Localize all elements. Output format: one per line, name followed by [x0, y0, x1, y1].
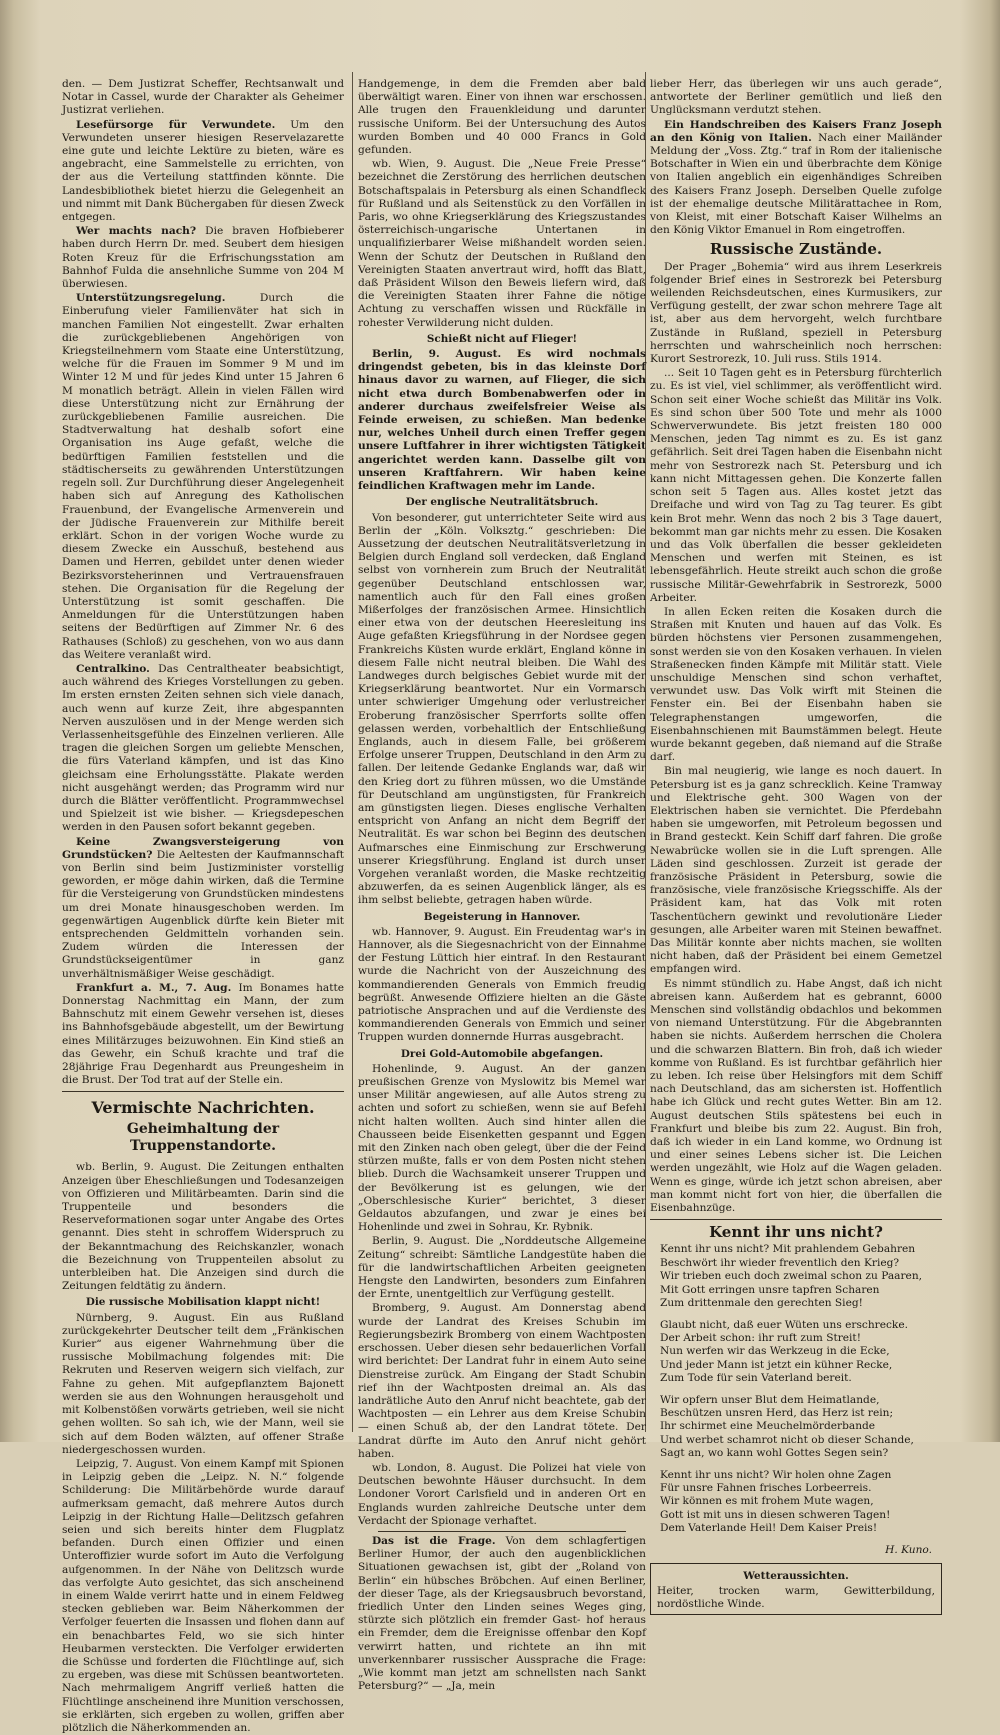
article-headline: Lesefürsorge für Verwundete. [76, 118, 276, 131]
section-title: Vermischte Nachrichten. [91, 1098, 315, 1118]
article-headline: Unterstützungsregelung. [76, 292, 226, 305]
section-divider [650, 1219, 942, 1220]
article-text: Handgemenge, in dem die Fremden aber bald überwältigt waren. Einer von ihnen war erschossen. Alle trugen den Frauenkleidung und darunter russische Uniform. Bei der Untersuchung des Autos wurden Bomben und 40 000 Francs in Gold gefunden. [358, 78, 646, 157]
article-text: Nürnberg, 9. August. Ein aus Rußland zurückgekehrter Deutscher teilt dem „Fränkischen Kurier“ aus eigener Wahrnehmung über die russische Mobilmachung folgendes mit: Die Rekruten und Reserven weigern sich vielfach, zur Fahne zu gehen. Mit aufgepflanztem Bajonett werden sie aus den Wohnungen herausgeholt und mit Kolbenstößen vorwärts getrieben, weil sie nicht gehen wollten. So sah ich, wie der Mann, weil sie sich auf dem Boden wälzten, auf offener Straße niedergeschossen wurden. [62, 1311, 344, 1456]
article-text: lieber Herr, das überlegen wir uns auch gerade“, antwortete der Berliner gemütlich und ließ den Unglücksmann verdutzt stehen. [650, 78, 942, 117]
article [62, 663, 344, 835]
poem-line: Nun werfen wir das Werkzeug in die Ecke, [660, 1345, 890, 1358]
column-middle [358, 78, 647, 1693]
article-headline: Das ist die Frage. [372, 1534, 496, 1547]
poem-line: Kennt ihr uns nicht? Mit prahlendem Gebahren [660, 1243, 916, 1256]
article-text: Durch die Einberufung vieler Familienväter hat sich in manchen Familien Not eingestellt. Zwar erhalten die zurückgebliebenen Angehörigen von Kriegsteilnehmern vom Staate eine Unterstützung, welche für die Frauen im Sommer 9 M und im Winter 12 M und für jedes Kind unter 15 Jahren 6 M monatlich beträgt. Allein in vielen Fällen wird diese Unterstützung nicht zur Ernährung der zurückgebliebenen Familie ausreichen. Die Stadtverwaltung hat deshalb sofort eine Organisation ins Auge gefaßt, welche die bedürftigen Familien feststellen und die städtischerseits zu gewährenden Unterstützungen regeln soll. Zur Durchführung dieser Angelegenheit haben sich auf Anregung des Katholischen Frauenbund, der Evangelische Armenverein und der Jüdische Frauenverein zur Mithilfe bereit erklärt. Schon in der vorigen Woche wurde zu diesem Zwecke ein Ausschuß, bestehend aus Damen und Herren, gebildet unter denen wieder Bezirksvorsteherinnen und Vertrauensfrauen stehen. Die Organisation für die Regelung der Unterstützung ist somit geschaffen. Die Anmeldungen für die Unterstützungen haben seitens der Bedürftigen auf Zimmer Nr. 6 des Rathauses (Schloß) zu geschehen, von wo aus dann das Weitere veranlaßt wird. [62, 292, 344, 661]
article-text: Bromberg, 9. August. Am Donnerstag abend wurde der Landrat des Kreises Schubin im Regierungsbezirk Bromberg von einem Wachtposten erschossen. Ueber diesen sehr bedauerlichen Vorfall wird berichtet: Der Landrat fuhr in einem Auto seine Dienstreise zurück. Am Eingang der Stadt Schubin rief ihn der Wachtposten dreimal an. Als das landrätliche Auto den Anruf nicht beachtete, gab der Wachtposten — ein Lehrer aus dem Kreise Schubin — einen Schuß ab, der den Landrat tötete. Der Landrat dürfte im Auto den Anruf nicht gehört haben. [358, 1302, 646, 1460]
article-text: Das Centraltheater beabsichtigt, auch während des Krieges Vorstellungen zu geben. Im ersten ernsten Zeiten sehnen sich viele danach, auch wenn auf kurze Zeit, ihre abgespannten Nerven auszulösen und in der Menge werden sich Verlassenheitsgefühle des Einzelnen verlieren. Alle tragen die gleichen Sorgen um geliebte Menschen, die fürs Vaterland kämpfen, und ist das Kino gleichsam eine Erholungsstätte. Plakate werden nicht ausgehängt werden; das Programm wird nur durch die Blätter veröffentlicht. Programmwechsel und Spielzeit ist wie bisher. — Kriegsdepeschen werden in den Pausen sofort bekannt gegeben. [62, 662, 344, 834]
article-headline: Drei Gold-Automobile abgefangen. [400, 1047, 604, 1060]
article-headline: Frankfurt a. M., 7. Aug. [76, 981, 232, 994]
weather-box [650, 1563, 942, 1616]
weather-title: Wetteraussichten. [743, 1569, 849, 1582]
article-text: Bin mal neugierig, wie lange es noch dauert. In Petersburg ist es ja ganz schrecklich. Keine Tramway und Elektrische geht. 300 Wagen von der Elektrischen haben sie vernichtet. Die Pferdebahn haben sie umgeworfen, mit Petroleum begossen und in Brand gesteckt. Kein Schiff darf fahren. Die große Newabrücke wollen sie in die Luft sprengen. Alle Läden sind geschlossen. Zurzeit ist gerade der französische Präsident in Petersburg, sowie die französische, viele französische Kriegsschiffe. Als der Präsident kam, hat das Volk mit roten Taschentüchern gewinkt und revolutionäre Lieder gesungen, alle Arbeiter waren mit Steinen bewaffnet. Das Militär konnte aber nichts machen, sie wollten nicht haben, daß der Präsident bei einem Gemetzel empfangen wird. [650, 765, 942, 976]
poem-line: Und jeder Mann ist jetzt ein kühner Recke, [660, 1358, 893, 1371]
poem-line: Mit Gott erringen unsre tapfren Scharen [660, 1283, 880, 1296]
poem-line: Sagt an, wo kann wohl Gottes Segen sein? [660, 1447, 889, 1460]
article-text: wb. Hannover, 9. August. Ein Freudentag war's in Hannover, als die Siegesnachricht von der Einnahme der Festung Lüttich hier eintraf. In den Restaurant wurde die Nachricht von der Auszeichnung des kommandierenden Generals von Emmich freudig begrüßt. Anwesende Offiziere hielten an die Gäste patriotische Ansprachen und auf die Verdienste des kommandierenden Generals von Emmich und seiner Truppen wurden donnernde Hurras ausgebracht. [358, 925, 646, 1044]
article-text: Um den Verwundeten unserer hiesigen Reservelazarette eine gute und leichte Lektüre zu bieten, wäre es angebracht, eine Sammelstelle zu errichten, von der aus die Verteilung stattfinden könnte. Die Landesbibliothek bietet hierzu die Gelegenheit an und nimmt mit Dank Büchergaben für diesen Zweck entgegen. [62, 118, 344, 224]
column-right [650, 78, 942, 1611]
poem-line: Und werbet schamrot nicht ob dieser Schande, [660, 1433, 914, 1446]
poem-title: Kennt ihr uns nicht? [709, 1223, 883, 1242]
article-headline: Der englische Neutralitätsbruch. [405, 496, 599, 509]
article [62, 836, 344, 981]
poem-line: Beschützen unsren Herd, das Herz ist rein; [660, 1406, 894, 1419]
article [650, 119, 942, 238]
column-rule [352, 72, 353, 1432]
article-headline: Ein Handschreiben des Kaisers Franz Joseph an den König von Italien. [650, 118, 942, 144]
poem-line: Wir können es mit frohem Mute wagen, [660, 1495, 874, 1508]
article-text: wb. Wien, 9. August. Die „Neue Freie Presse“ bezeichnet die Zerstörung des herrlichen deutschen Botschaftspalais in Petersburg als einen Schandfleck für Rußland und als Seitenstück zu den Vorfällen in Paris, wo ohne Kriegserklärung des Kriegszustandes österreichisch-ungarische Untertanen in unqualifizierbarer Weise mißhandelt worden seien. Wenn der Schutz der Deutschen in Rußland den Vereinigten Staaten anvertraut wird, hofft das Blatt, daß Präsident Wilson den Beweis liefern wird, daß die Vereinigten Staaten ihrer Fahne die nötige Achtung zu verschaffen wissen und Rückfälle in rohester Verwilderung nicht dulden. [358, 158, 646, 329]
article-text: Berlin, 9. August. Es wird nochmals dringendst gebeten, bis in das kleinste Dorf hinaus davor zu warnen, auf Flieger, die sich nicht etwa durch Bombenabwerfen oder in anderer durchaus zweifelsfreier Weise als Feinde erweisen, zu schießen. Man bedenke nur, welches Unheil durch einen Treffer gegen unsere Luftfahrer in ihrer wichtigsten Tätigkeit angerichtet werden kann. Dasselbe gilt von unseren Kraftfahrern. Wir haben keine feindlichen Kraftwagen mehr im Lande. [358, 348, 646, 493]
section-divider [378, 1531, 626, 1532]
article-headline: Begeisterung in Hannover. [423, 910, 581, 923]
article-text: Im Bonames hatte Donnerstag Nachmittag ein Mann, der zum Bahnschutz mit einem Gewehr versehen ist, dieses ins Bahnhofsgebäude abgestellt, um der Bewirtung eines Militärzuges beizuwohnen. Ein Kind stieß an das Gewehr, ein Schuß krachte und traf die 28jährige Frau Degenhardt aus Preungesheim in die Brust. Der Tod trat auf der Stelle ein. [62, 981, 344, 1087]
poem-line: Gott ist mit uns in diesen schweren Tagen! [660, 1508, 891, 1521]
poem-stanza [660, 1243, 942, 1310]
poem-line: Glaubt nicht, daß euer Wüten uns erschrecke. [660, 1318, 908, 1331]
article-text: Es nimmt stündlich zu. Habe Angst, daß ich nicht abreisen kann. Außerdem hat es gebrannt, 6000 Menschen sind vollständig obdachlos und bekommen von niemand Unterstützung. Für die Abgebrannten haben sie nichts. Außerdem herrschen die Cholera und die schwarzen Blattern. Bin froh, daß ich wieder komme von Rußland. Es ist furchtbar gefährlich hier zu leben. Ich reise über Helsingfors mit dem Schiff nach Deutschland, das am sichersten ist. Hoffentlich habe ich Glück und recht gutes Wetter. Bin am 12. August deutschen Stils spätestens bei euch in Frankfurt und bleibe bis zum 22. August. Bin froh, daß ich wieder in ein Land komme, wo Ordnung ist und einer seines Lebens sicher ist. Die Leichen werden ungezählt, wie Holz auf die Wagen geladen. Wenn es ginge, würde ich jetzt schon abreisen, aber man kommt nicht fort von hier, die überfallen die Eisenbahnzüge. [650, 977, 942, 1215]
poem-line: Wir opfern unser Blut dem Heimatlande, [660, 1393, 880, 1406]
poem-line: Beschwört ihr wieder freventlich den Krieg? [660, 1256, 900, 1269]
column-left [62, 78, 344, 1734]
article [62, 119, 344, 225]
article-headline: Wer machts nach? [76, 225, 197, 238]
poem-stanza [660, 1469, 942, 1536]
article-text: Von dem schlagfertigen Berliner Humor, der auch den augenblicklichen Situationen gewachsen ist, gibt der „Roland von Berlin“ ein hübsches Bröbchen. Auf einen Berliner, der dieser Tage, als der Kriegsausbruch bevorstand, friedlich Unter den Linden seines Weges ging, stürzte sich plötzlich ein fremder Gast- hof heraus ein Fremder, dem die Ereignisse offenbar den Kopf verwirrt hatten, und richtete an ihn mit unverkennbarer russischer Aussprache die Frage: „Wie kommt man jetzt am schnellsten nach Sankt Petersburg?“ — „Ja, mein [358, 1534, 647, 1693]
article-text: Die Aeltesten der Kaufmannschaft von Berlin sind beim Justizminister vorstellig geworden, er möge dahin wirken, daß die Termine für die Versteigerung von Grundstücken mindestens um drei Monate hinausgeschoben werden. Im gegenwärtigen Augenblick dürfte kein Bieter mit entsprechenden Geldmitteln vorhanden sein. Zudem würden die Interessen der Grundstückseigentümer in ganz unverhältnismäßiger Weise geschädigt. [62, 848, 344, 980]
article [62, 292, 344, 662]
poem-line: Für unsre Fahnen frisches Lorbeerreis. [660, 1481, 872, 1494]
poem-stanza [660, 1394, 942, 1461]
article-headline: Die russische Mobilisation klappt nicht! [85, 1296, 321, 1309]
article-text: Hohenlinde, 9. August. An der ganzen preußischen Grenze von Myslowitz bis Memel war unser Militär angewiesen, auf alle Autos streng zu achten und sofort zu schießen, wenn sie auf Befehl nicht halten wollten. Auch sind hinter allen die Chausseen beide Eisenketten gespannt und Eggen mit den Zinken nach oben gelegt, über die der Feind stürzen mußte, falls er von dem Posten nicht stehen blieb. Durch die Wachsamkeit unserer Truppen und der Bevölkerung ist es gelungen, wie der „Oberschlesische Kurier“ berichtet, 3 dieser Geldautos abzufangen, und zwar je eines bei Hohenlinde und zwei in Sohrau, Kr. Rybnik. [358, 1062, 646, 1234]
article-text: In allen Ecken reiten die Kosaken durch die Straßen mit Knuten und hauen auf das Volk. Es bürden höchstens vier Personen zusammengehen, sonst werden sie von den Kosaken verhauen. In vielen Straßenecken finden Kämpfe mit Militär statt. Viele unschuldige Menschen sind schon verhaftet, verwundet usw. Das Volk wirft mit Steinen die Fenster ein. Bei der Eisenbahn haben sie Telegraphenstangen umgeworfen, die Eisenbahnschienen mit Baumstämmen belegt. Heute wurde bekannt gegeben, daß niemand auf die Straße darf. [650, 605, 942, 764]
poem-line: Wir trieben euch doch zweimal schon zu Paaren, [660, 1270, 923, 1283]
poem-author: H. Kuno. [885, 1543, 932, 1556]
article-text: Der Prager „Bohemia“ wird aus ihrem Leserkreis folgender Brief eines in Sestrorezk bei Petersburg weilenden Reichsdeutschen, eines Kurmusikers, zur Verfügung gestellt, der zwar schon mehrere Tage alt ist, aber aus dem hervorgeht, welch furchtbare Zustände in Rußland, speziell in Petersburg herrschten und wahrscheinlich noch herrschen: Kurort Sestrorezk, 10. Juli russ. Stils 1914. [650, 260, 942, 366]
poem-line: Dem Vaterlande Heil! Dem Kaiser Preis! [660, 1522, 878, 1535]
article-text: wb. Berlin, 9. August. Die Zeitungen enthalten Anzeigen über Eheschließungen und Todesanzeigen von Offizieren und Militärbeamten. Darin sind die Truppenteile und besonders die Reserveformationen sogar unter Angabe des Ortes genannt. Dies steht in schroffem Widerspruch zu der Bekanntmachung des Reichskanzler, wonach die Bezeichnung von Truppenteilen absolut zu unterbleiben hat. Die Anzeigen sind durch die Zeitungen feldtätig zu ändern. [62, 1161, 344, 1293]
article-headline: Centralkino. [76, 662, 150, 675]
article [358, 1535, 646, 1693]
article-text: Nach einer Mailänder Meldung der „Voss. Ztg.“ traf in Rom der italienische Botschafter in Wien ein und überbrachte dem Könige von Italien angeblich ein eigenhändiges Schreiben des Kaisers Franz Joseph. Derselben Quelle zufolge ist der ehemalige deutsche Militärattachee in Rom, von Kleist, mit einer Botschaft Kaiser Wilhelms an den König Viktor Emanuel in Rom eingetroffen. [650, 131, 942, 237]
article-headline: Keine Zwangsversteigerung von Grundstücken? [62, 835, 344, 861]
article-text: Leipzig, 7. August. Von einem Kampf mit Spionen in Leipzig geben die „Leipz. N. N.“ folgende Schilderung: Die Militärbehörde wurde darauf aufmerksam gemacht, daß mehrere Autos durch Leipzig in der Richtung Halle—Delitzsch gefahren seien und sich bereits hinter dem Flugplatz befanden. Durch einen Offizier und einen Unteroffizier wurde sofort im Auto die Verfolgung aufgenommen. In der Nähe von Delitzsch wurde das verfolgte Auto gesichtet, das sich anscheinend in einem Walde verirrt hatte und in einem Feldweg stecken geblieben war. Beim Näherkommen der Verfolger feuerten die Insassen und flohen dann auf ein benachbartes Feld, wo sie sich hinter Heubarmen versteckten. Die Verfolger erwiderten die Schüsse und forderten die Flüchtlinge auf, sich zu ergeben, was diese mit Schüssen beantworteten. Nach mehrmaligem Angriff verließ hatten die Flüchtlinge anscheinend ihre Munition verschossen, sie erklärten, sich ergeben zu wollen, griffen aber plötzlich die Näherkommenden an. [62, 1457, 344, 1734]
poem-line: Zum Tode für sein Vaterland bereit. [660, 1372, 852, 1385]
section-divider [62, 1091, 344, 1092]
poem-line: Der Arbeit schon: ihr ruft zum Streit! [660, 1331, 861, 1344]
article [62, 225, 344, 291]
poem-line: Kennt ihr uns nicht? Wir holen ohne Zagen [660, 1468, 892, 1481]
section-title: Russische Zustände. [709, 240, 883, 259]
section-subtitle: Geheimhaltung der Truppenstandorte. [126, 1121, 280, 1155]
article-text: Die braven Hofbieberer haben durch Herrn Dr. med. Seubert dem hiesigen Roten Kreuz für die Erfrischungsstation am Bahnhof Fulda die ansehnliche Summe von 204 M überwiesen. [62, 225, 344, 291]
article-text: den. — Dem Justizrat Scheffer, Rechtsanwalt und Notar in Cassel, wurde der Charakter als Geheimer Justizrat verliehen. [62, 78, 344, 117]
article-headline: Schießt nicht auf Flieger! [426, 332, 578, 345]
article-text: Berlin, 9. August. Die „Norddeutsche Allgemeine Zeitung“ schreibt: Sämtliche Landgestüte haben die für die landwirtschaftlichen Arbeiten geeigneten Hengste den Landwirten, besonders zum Einfahren der Ernte, unentgeltlich zur Verfügung gestellt. [358, 1235, 646, 1301]
article-text: wb. London, 8. August. Die Polizei hat viele von Deutschen bewohnte Häuser durchsucht. In dem Londoner Vorort Carlsfield und in anderen Ort en Englands wurden zahlreiche Deutsche unter dem Verdacht der Spionage verhaftet. [358, 1461, 646, 1527]
poem [660, 1243, 942, 1535]
poem-stanza [660, 1319, 942, 1386]
article [62, 982, 344, 1088]
poem-line: Ihr schirmet eine Meuchelmörderbande [660, 1420, 876, 1433]
poem-line: Zum drittenmale den gerechten Sieg! [660, 1297, 863, 1310]
article-text: Von besonderer, gut unterrichteter Seite wird aus Berlin der „Köln. Volksztg.“ geschrieben: Die Aussetzung der deutschen Neutralitätsverletzung in Belgien durch England soll verdecken, daß England selbst von vornherein zum Bruch der Neutralität gegenüber Deutschland entschlossen war, namentlich auch für den Fall eines großen Mißerfolges der französischen Armee. Hinsichtlich einer etwa von der deutschen Heeresleitung ins Auge gefaßten Kriegsführung in der Nordsee gegen Frankreichs Küsten wurde erklärt, England könne in diesem Falle nicht neutral bleiben. Die Wahl des Landweges durch belgisches Gebiet wurde mit der Kriegserklärung beantwortet. Nur ein Vormarsch unter schwieriger Umgehung oder verlustreicher Eroberung französischer Sperrforts sollte offen gelassen werden, vorbehaltlich der Entschließung Englands, auch in diesem Falle, bei größerem Erfolge unserer Truppen, Deutschland in den Arm zu fallen. Der leitende Gedanke Englands war, daß wir den Krieg dort zu führen müssen, wo die Umstände für Deutschland am ungünstigsten, für Frankreich am günstigsten liegen. Dieses englische Verhalten entspricht von Anfang an nicht dem Begriff der Neutralität. Es war schon bei Beginn des deutschen Aufmarsches eine Einmischung zur Erschwerung unserer Kriegsführung. England ist durch unser Vorgehen veranlaßt worden, die Maske rechtzeitig abzuwerfen, da es seinen Augenblick länger, als es ihm selbst beliebte, getragen haben würde. [358, 511, 646, 907]
weather-text: Heiter, trocken warm, Gewitterbildung, nordöstliche Winde. [657, 1585, 935, 1611]
article-text: ... Seit 10 Tagen geht es in Petersburg fürchterlich zu. Es ist viel, viel schlimmer, als veröffentlicht wird. Schon seit einer Woche schießt das Militär ins Volk. Es sind schon über 500 Tote und mehr als 1000 Schwerverwundete. Bis jetzt freisten 180 000 Menschen, jeden Tag nimmt es zu. Es ist ganz gefährlich. Seit drei Tagen haben die Eisenbahn nicht mehr von Sestrorezk nach St. Petersburg und ich kann nicht Mittagessen gehen. Die Konzerte fallen schon seit 5 Tagen aus. Alles kostet jetzt das Dreifache und wird von Tag zu Tag teurer. Es gibt kein Brot mehr. Wenn das noch 2 bis 3 Tage dauert, bekommt man gar nichts mehr zu essen. Die Kosaken und das Volk überfallen die besser gekleideten Menschen und werfen mit Steinen, es ist lebensgefährlich. Heute streikt auch schon die große russische Militär-Gewehrfabrik in Sestrorezk, 5000 Arbeiter. [650, 367, 942, 604]
